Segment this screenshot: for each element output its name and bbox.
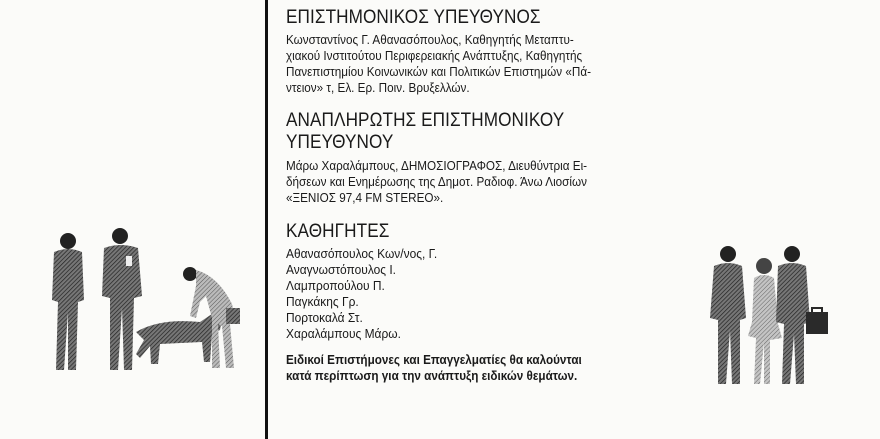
section-professors [286,220,691,342]
body-line: «ΞΕΝΙΟΣ 97,4 FM STEREO». [286,190,444,205]
section-heading: ΕΠΙΣΤΗΜΟΝΙΚΟΣ ΥΠΕΥΘΥΝΟΣ [286,6,541,28]
dog-silhouette [136,314,222,364]
body-line: δήσεων και Ενημέρωσης της Δημοτ. Ραδιοφ. Άνω Λιοσίων [286,174,587,189]
document-content [286,6,691,384]
body-line: Κωνσταντίνος Γ. Αθανασόπουλος, Καθηγητής Μεταπτυ- [286,32,574,47]
body-line: χιακού Ινστιτούτου Περιφερειακής Ανάπτυξης, Καθηγητής [286,48,583,63]
list-item: Αναγνωστόπουλος Ι. [286,262,397,277]
list-item: Αθανασόπουλος Κων/νος, Γ. [286,246,438,261]
list-item: Χαραλάμπους Μάρω. [286,326,401,341]
right-illustration-people-talking [700,238,835,388]
section-scientific-director [286,6,691,96]
section-heading: ΑΝΑΠΛΗΡΩΤΗΣ ΕΠΙΣΤΗΜΟΝΙΚΟΥ [286,109,565,131]
note-line: κατά περίπτωση για την ανάπτυξη ειδικών θεμάτων. [286,368,578,383]
specialists-note [286,352,691,384]
body-line: ντειον» τ, Ελ. Ερ. Ποιν. Βρυξελλών. [286,80,470,95]
section-deputy-director [286,109,691,206]
section-body [286,32,691,96]
professors-list [286,246,691,342]
note-line: Ειδικοί Επιστήμονες και Επαγγελματίες θα καλούνται [286,352,582,367]
list-item: Πορτοκαλά Στ. [286,310,363,325]
person-1-silhouette [52,233,84,370]
section-body [286,158,691,206]
briefcase-icon [806,308,828,334]
list-item: Παγκάκης Γρ. [286,294,359,309]
section-heading-continued: ΥΠΕΥΘΥΝΟΥ [286,131,394,153]
man-right-silhouette [776,246,810,384]
vertical-divider [265,0,268,439]
left-illustration-people-with-dog [40,222,255,374]
man-left-silhouette [710,246,746,384]
list-item: Λαμπροπούλου Π. [286,278,385,293]
body-line: Μάρω Χαραλάμπους, ΔΗΜΟΣΙΟΓΡΑΦΟΣ, Διευθύντρια Ει- [286,158,588,173]
section-heading: ΚΑΘΗΓΗΤΕΣ [286,220,390,242]
person-2-silhouette [102,228,142,370]
body-line: Πανεπιστημίου Κοινωνικών και Πολιτικών Επιστημών «Πά- [286,64,592,79]
